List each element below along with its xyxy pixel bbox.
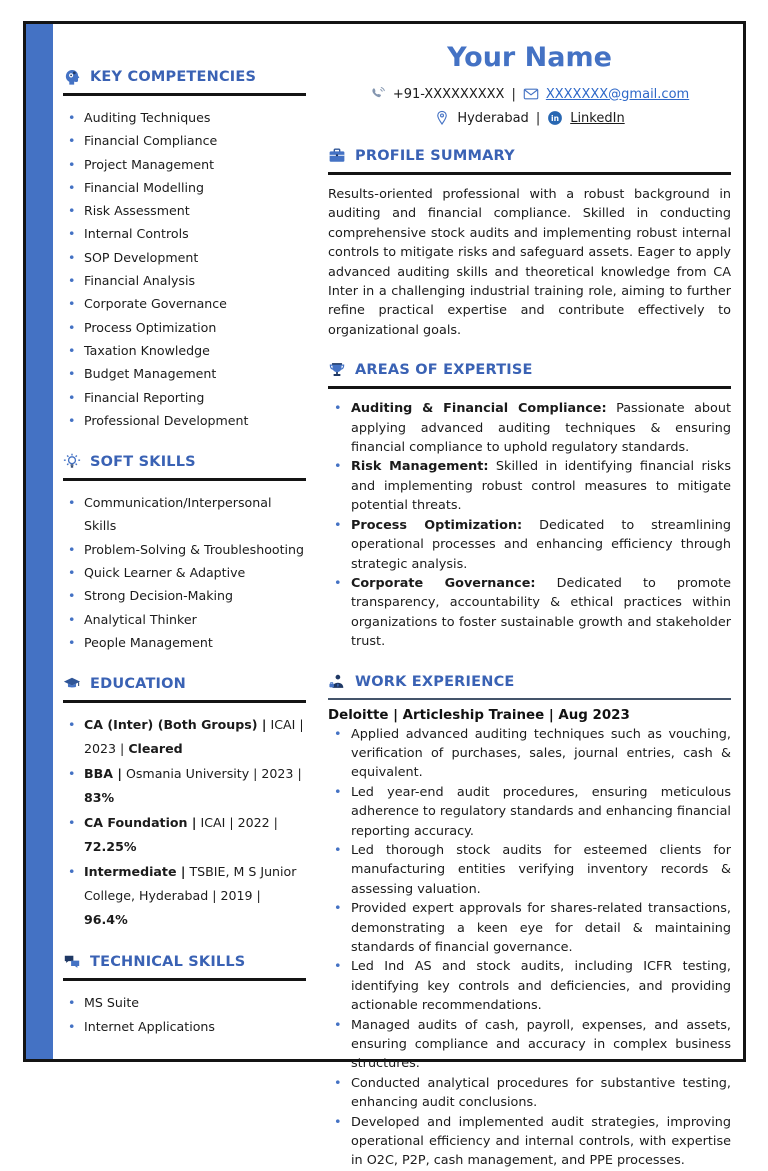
list-item: • People Management [63,631,306,654]
section-profile-summary [328,147,731,340]
expertise-text: Passionate about applying advanced auditing techniques & ensuring financial compliance to uphold regulatory standards. [351,401,731,456]
soft-skills-list [63,491,306,654]
list-item: • Taxation Knowledge [63,339,306,362]
list-item: • Corporate Governance [63,292,306,315]
profile-summary-rule [328,172,731,175]
expertise-text: Dedicated to promote transparency, accountability & ethical practices within organizations to foster sustainable growth and stakeholder trust. [351,575,731,650]
key-competencies-title: KEY COMPETENCIES [90,69,257,85]
work-bullet: • Managed audits of cash, payroll, expenses, and assets, ensuring compliance and accuracy in complex business structures. [328,1016,731,1074]
briefcase-icon [328,147,346,165]
contact-separator: | [511,86,516,102]
work-bullet: • Provided expert approvals for shares-related transactions, demonstrating a keen eye for detail & maintaining standards of financial governance. [328,899,731,957]
work-experience-header [328,673,731,691]
degree-result: Cleared [128,741,183,757]
list-item: • MS Suite [63,991,306,1014]
list-item: • Internet Applications [63,1015,306,1038]
technical-skills-header [63,953,306,971]
left-accent-bar [26,24,53,1059]
list-item: • Financial Reporting [63,386,306,409]
education-title: EDUCATION [90,676,187,693]
degree: BBA | [84,766,122,782]
graduation-cap-icon [63,675,81,693]
work-bullet: • Conducted analytical procedures for substantive testing, enhancing audit conclusions. [328,1074,731,1113]
technical-skills-title: TECHNICAL SKILLS [90,954,246,971]
education-item [63,860,306,932]
list-item: • Process Optimization [63,316,306,339]
work-bullet: • Led thorough stock audits for esteemed clients for manufacturing entities verifying inventory records & assessing valuation. [328,841,731,899]
degree-details: Osmania University | 2023 | [125,766,302,782]
expertise-label: Auditing & Financial Compliance: [351,401,607,417]
profile-summary-text: Results-oriented professional with a robust background in auditing and financial compliance. Skilled in conducting comprehensive stock audits and implementing robust internal controls to mitigate risks and safeguard assets. Eager to apply advanced auditing skills and theoretical knowledge from CA Inter in a challenging industrial training role, aiming to further refine practical expertise and contribute effectively to organizational goals. [328,187,731,338]
profile-summary-header [328,147,731,165]
main-column [328,34,731,1171]
list-item: • Communication/Interpersonal Skills [63,491,306,538]
expertise-item [328,574,731,652]
education-header [63,675,306,693]
list-item: • Strong Decision-Making [63,584,306,607]
list-item: • Financial Compliance [63,129,306,152]
areas-of-expertise-list [328,399,731,651]
degree: Intermediate | [84,864,186,880]
degree-details: TSBIE, M S Junior College, Hyderabad | 2019 | [84,864,297,904]
work-bullet: • Led Ind AS and stock audits, including ICFR testing, identifying key controls and deficiencies, and providing actionable recommendations. [328,957,731,1015]
section-areas-of-expertise [328,361,731,651]
list-item: • Auditing Techniques [63,106,306,129]
contact-separator: | [535,110,541,126]
work-experience-title: WORK EXPERIENCE [355,673,515,690]
list-item: • Analytical Thinker [63,608,306,631]
page-title: Your Name [447,42,612,73]
list-item: • Internal Controls [63,222,306,245]
section-education [63,675,306,932]
head-gears-icon [63,68,81,86]
education-list [63,713,306,932]
contact-row-2 [328,110,731,126]
job-role-heading: Deloitte | Articleship Trainee | Aug 2023 [328,707,630,723]
work-experience-rule [328,698,731,700]
list-item: • Professional Development [63,409,306,432]
section-technical-skills [63,953,306,1038]
businessman-icon [328,673,346,691]
education-item [63,762,306,810]
envelope-icon [523,86,539,102]
section-key-competencies [63,68,306,432]
resume-page-frame [23,21,746,1169]
degree: CA Foundation | [84,815,197,831]
lightbulb-icon [63,453,81,471]
education-rule [63,700,306,703]
list-item: • Problem-Solving & Troubleshooting [63,538,306,561]
work-bullet: • Led year-end audit procedures, ensuring meticulous adherence to regulatory standards and enhancing financial reporting accuracy. [328,783,731,841]
soft-skills-rule [63,478,306,481]
section-work-experience [328,673,731,1171]
sidebar [63,68,306,1059]
list-item: • Risk Assessment [63,199,306,222]
degree-result: 72.25% [84,839,137,855]
phone-icon [370,86,386,102]
list-item: • Financial Modelling [63,176,306,199]
linkedin-link[interactable]: LinkedIn [570,110,625,126]
education-item [63,811,306,859]
areas-of-expertise-rule [328,386,731,389]
technical-skills-rule [63,978,306,981]
areas-of-expertise-header [328,361,731,379]
expertise-item [328,516,731,574]
key-competencies-header [63,68,306,86]
expertise-label: Corporate Governance: [351,575,536,591]
trophy-icon [328,361,346,379]
location-text: Hyderabad [457,110,529,126]
list-item: • Budget Management [63,362,306,385]
list-item: • Quick Learner & Adaptive [63,561,306,584]
key-competencies-list [63,106,306,432]
expertise-text: Dedicated to streamlining operational processes and enhancing efficiency through strategic analysis. [351,517,731,572]
linkedin-icon [547,110,563,126]
contact-row-1 [328,86,731,102]
list-item: • Project Management [63,153,306,176]
svg-text:in: in [551,113,560,123]
expertise-item [328,457,731,515]
education-item [63,713,306,761]
expertise-item [328,399,731,457]
degree: CA (Inter) (Both Groups) | [84,717,267,733]
expertise-label: Risk Management: [351,459,489,475]
key-competencies-rule [63,93,306,96]
section-soft-skills [63,453,306,654]
phone-number: +91-XXXXXXXXX [392,86,505,102]
technical-skills-list [63,991,306,1038]
degree-details: ICAI | 2022 | [200,815,278,831]
work-bullet: • Developed and implemented audit strategies, improving operational efficiency and internal controls, with expertise in O2C, P2P, cash management, and PPE processes. [328,1113,731,1171]
location-pin-icon [434,110,450,126]
degree-result: 83% [84,790,115,806]
work-experience-list [328,725,731,1171]
work-bullet: • Applied advanced auditing techniques such as vouching, verification of purchases, sales, journal entries, cash & equivalent. [328,725,731,783]
email-link[interactable]: XXXXXXX@gmail.com [545,86,690,102]
expertise-text: Skilled in identifying financial risks and implementing robust control measures to mitigate potential threats. [351,459,732,514]
degree-details: ICAI | 2023 | [84,717,304,757]
soft-skills-header [63,453,306,471]
soft-skills-title: SOFT SKILLS [90,454,196,471]
areas-of-expertise-title: AREAS OF EXPERTISE [355,362,533,379]
chat-bubbles-icon [63,953,81,971]
expertise-label: Process Optimization: [351,517,523,533]
list-item: • SOP Development [63,246,306,269]
degree-result: 96.4% [84,912,128,928]
list-item: • Financial Analysis [63,269,306,292]
profile-summary-title: PROFILE SUMMARY [355,148,515,164]
